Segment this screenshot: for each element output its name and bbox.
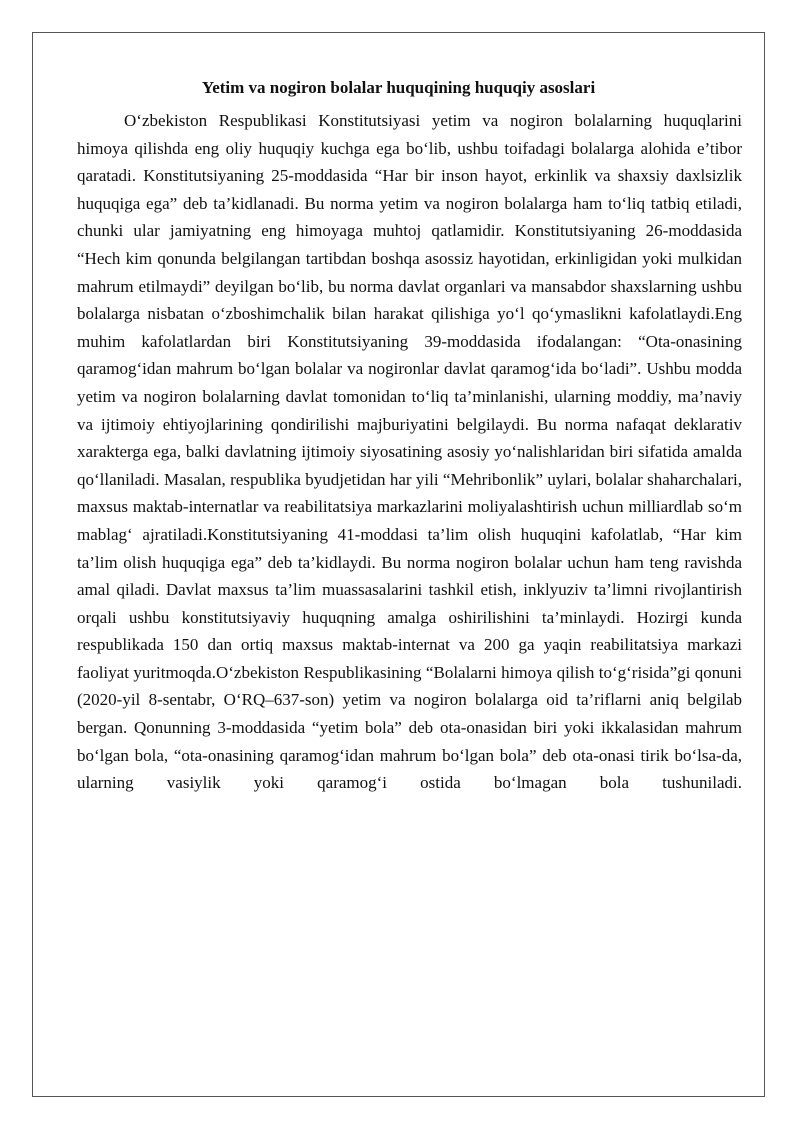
document-body-paragraph: O‘zbekiston Respublikasi Konstitutsiyasi yetim va nogiron bolalarning huquqlarini himoya qilishda eng oliy huquqiy kuchga ega bo‘lib, ushbu toifadagi bolalarga alohida e’tibor qaratadi. Konstitutsiyaning 25-moddasida “Har bir inson hayot, erkinlik va shaxsiy daxlsizlik huquqiga ega” deb ta’kidlanadi. Bu norma yetim va nogiron bolalarga ham to‘liq tatbiq etiladi, chunki ular jamiyatning eng himoyaga muhtoj qatlamidir. Konstitutsiyaning 26-moddasida “Hech kim qonunda belgilangan tartibdan boshqa asossiz hayotidan, erkinligidan yoki mulkidan mahrum etilmaydi” deyilgan bo‘lib, bu norma davlat organlari va mansabdor shaxslarning ushbu bolalarga nisbatan o‘zboshimchalik bilan harakat qilishiga yo‘l qo‘ymaslikni kafolatlaydi.Eng muhim kafolatlardan biri Konstitutsiyaning 39-moddasida ifodalangan: “Ota-onasining qaramog‘idan mahrum bo‘lgan bolalar va nogironlar davlat qaramog‘ida bo‘ladi”. Ushbu modda yetim va nogiron bolalarning davlat tomonidan to‘liq ta’minlanishi, ularning moddiy, ma’naviy va ijtimoiy ehtiyojlarining qondirilishi majburiyatini belgilaydi. Bu norma nafaqat deklarativ xarakterga ega, balki davlatning ijtimoiy siyosatining asosiy yo‘nalishlaridan biri sifatida amalda qo‘llaniladi. Masalan, respublika byudjetidan har yili “Mehribonlik” uylari, bolalar shaharchalari, maxsus maktab-internatlar va reabilitatsiya markazlarini moliyalashtirish uchun milliardlab so‘m mablag‘ ajratiladi.Konstitutsiyaning 41-moddasi ta’lim olish huquqini kafolatlab, “Har kim ta’lim olish huquqiga ega” deb ta’kidlaydi. Bu norma nogiron bolalar uchun ham teng ravishda amal qiladi. Davlat maxsus ta’lim muassasalarini tashkil etish, inklyuziv ta’limni rivojlantirish orqali ushbu konstitutsiyaviy huquqning amalga oshirilishini ta’minlaydi. Hozirgi kunda respublikada 150 dan ortiq maxsus maktab-internat va 200 ga yaqin reabilitatsiya markazi faoliyat yuritmoqda.O‘zbekiston Respublikasining “Bolalarni himoya qilish to‘g‘risida”gi qonuni (2020-yil 8-sentabr, O‘RQ–637-son) yetim va nogiron bolalarga oid ta’riflarni aniq belgilab bergan. Qonunning 3-moddasida “yetim bola” deb ota-onasidan biri yoki ikkalasidan mahrum bo‘lgan bola, “ota-onasining qaramog‘idan mahrum bo‘lgan bola” deb ota-onasi tirik bo‘lsa-da, ularning vasiylik yoki qaramog‘i ostida bo‘lmagan bola tushuniladi. <box>77 111 742 793</box>
document-title: Yetim va nogiron bolalar huquqining huquqiy asoslari <box>201 78 596 97</box>
